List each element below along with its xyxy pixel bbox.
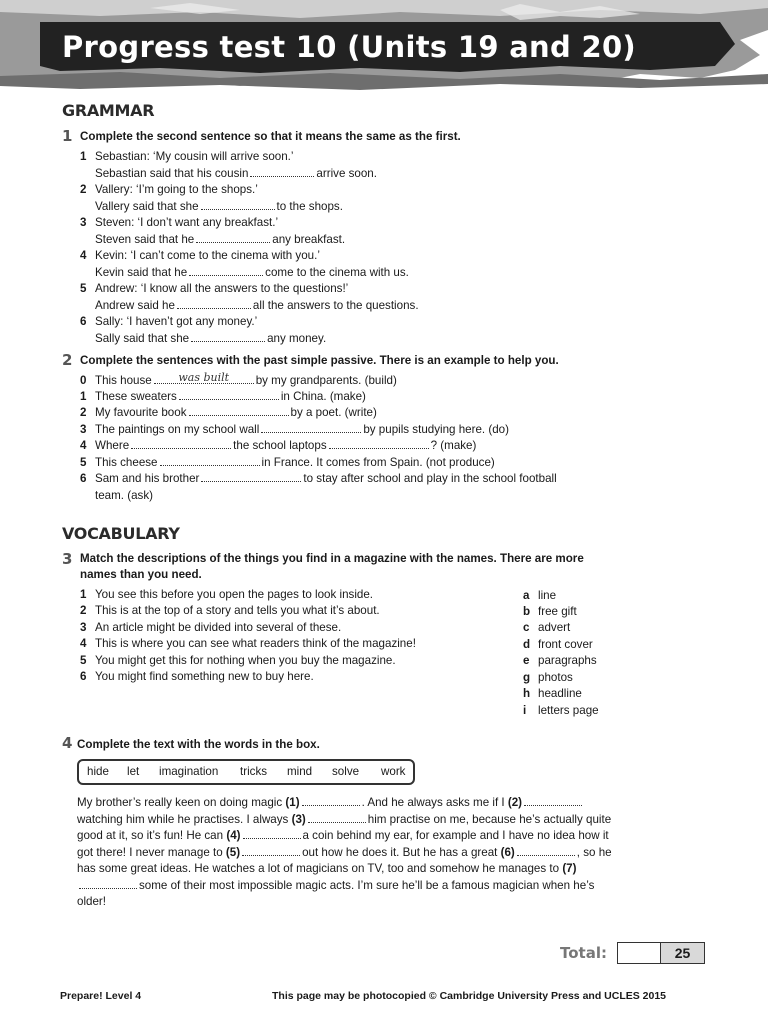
answer-blank[interactable] [191,331,265,342]
total-score-field[interactable] [617,942,661,964]
word-box-word: mind [287,765,313,778]
word-box-word: imagination [159,765,219,778]
exercise-number: 3 [62,550,73,568]
exercise-instruction: Complete the sentences with the past simple passive. There is an example to help you. [80,354,559,367]
footer-level: Prepare! Level 4 [60,990,142,1002]
header-banner [0,0,768,92]
page-title: Progress test 10 (Units 19 and 20) [62,30,636,64]
exercise-instruction: Complete the text with the words in the box. [77,738,320,751]
word-box-word: let [127,765,140,778]
example-answer: was built [154,373,254,384]
answer-blank[interactable] [517,845,575,856]
word-box [77,759,415,785]
gap-fill-text: My brother’s really keen on doing magic (1) . And he always asks me if I (2) watching him while he practises. I always (3) him practise on me, because he’s actually quite good at it, so it’s fun! He can (4) a coin behind my ear, for example and I have no idea how it got there! I never manage to (5) out how he does it. But he has a great (6) , so he has some great ideas. He watches a lot of magicians on TV, too and somehow he manages to (7)some of their most impossible magic acts. I’m sure he’ll be a famous magician when he’s older! [77,796,612,908]
answer-blank[interactable] [201,471,301,482]
answer-blank[interactable] [79,878,137,889]
answer-blank[interactable] [261,422,361,433]
exercise-instruction: Match the descriptions of the things you find in a magazine with the names. There are more names than you need. [80,552,584,581]
answer-blank[interactable] [243,828,301,839]
answer-blank[interactable] [177,298,251,309]
answer-blank[interactable] [196,232,270,243]
exercise-instruction: Complete the second sentence so that it means the same as the first. [80,130,461,143]
answer-blank[interactable] [329,438,429,449]
answer-blank[interactable] [201,199,275,210]
answer-blank[interactable] [131,438,231,449]
exercise-number: 4 [62,734,73,752]
word-box-word: work [381,765,406,778]
section-heading-vocabulary: VOCABULARY [62,524,180,543]
answer-blank[interactable] [308,812,366,823]
total-max-score: 25 [661,942,705,964]
exercise-number: 1 [62,127,73,145]
section-heading-grammar: GRAMMAR [62,101,155,120]
total-label: Total: [560,944,607,962]
answer-blank[interactable] [179,389,279,400]
answer-blank[interactable] [250,166,314,177]
exercise-number: 2 [62,351,73,369]
answer-blank[interactable] [189,265,263,276]
answer-blank[interactable] [160,455,260,466]
answer-blank[interactable] [189,405,289,416]
word-box-word: hide [87,765,109,778]
footer-copyright: This page may be photocopied © Cambridge University Press and UCLES 2015 [272,990,667,1002]
word-box-word: tricks [240,765,268,778]
word-box-word: solve [332,765,360,778]
answer-blank[interactable] [524,795,582,806]
answer-blank[interactable] [302,795,360,806]
answer-blank[interactable] [242,845,300,856]
